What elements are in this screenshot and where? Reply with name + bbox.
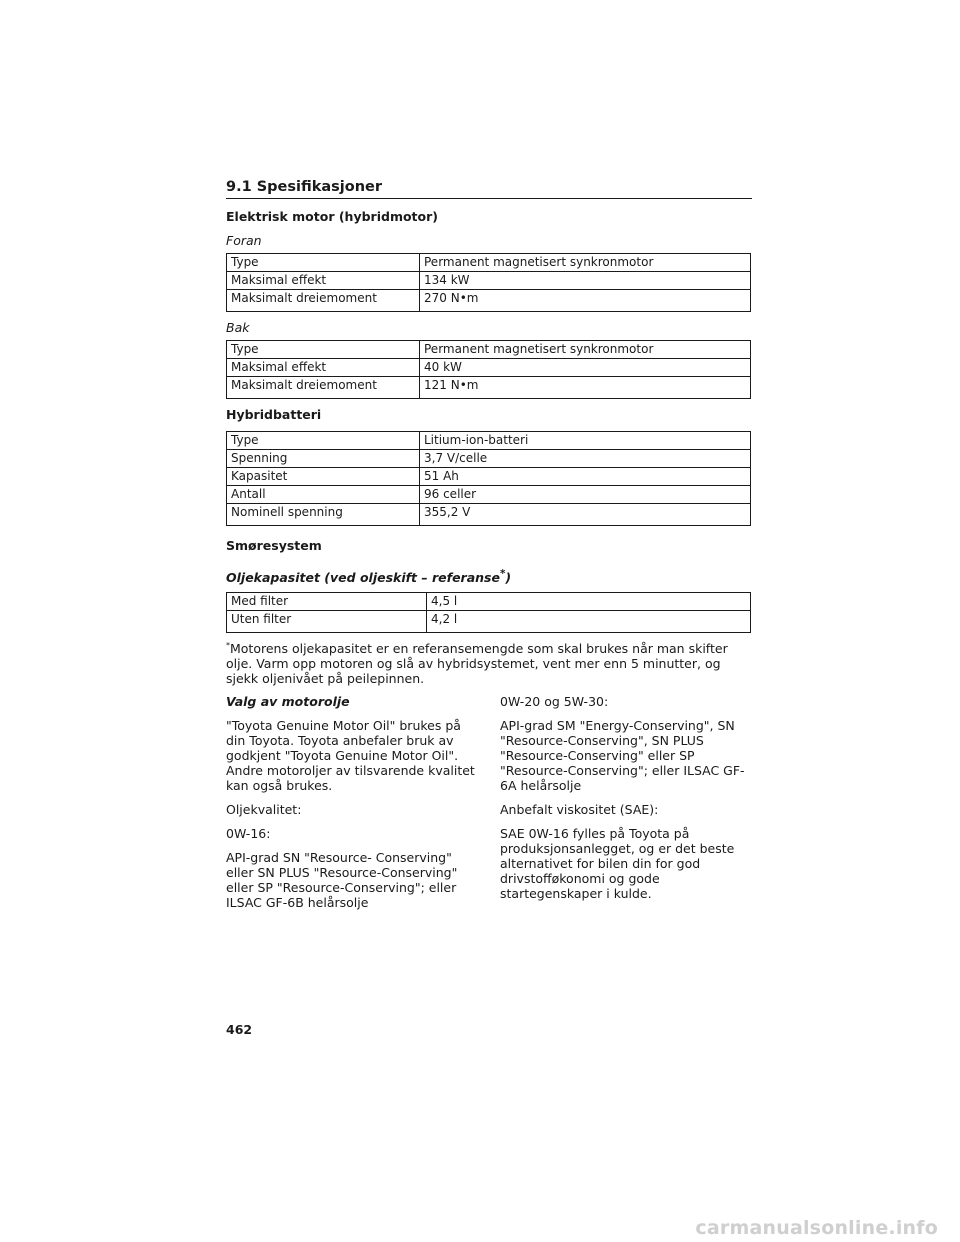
table-row	[227, 468, 751, 486]
rear-motor-table	[226, 340, 751, 399]
lubrication-heading: Smøresystem	[226, 538, 322, 553]
front-label: Foran	[226, 233, 262, 248]
table-row	[227, 377, 751, 399]
spec-value: Litium-ion-batteri	[420, 432, 751, 450]
hybrid-battery-table	[226, 431, 751, 526]
spec-value: 134 kW	[420, 272, 751, 290]
hybrid-battery-heading: Hybridbatteri	[226, 407, 322, 422]
front-motor-table	[226, 253, 751, 312]
spec-key: Antall	[227, 486, 420, 504]
footnote-text: Motorens oljekapasitet er en referansemengde som skal brukes når man skifter olje. Varm opp motoren og slå av hybridsystemet, vent mer enn 5 minutter, og sjekk oljenivået på peilepinnen.	[226, 641, 728, 687]
paragraph: 0W-16:	[226, 826, 271, 842]
spec-key: Spenning	[227, 450, 420, 468]
spec-value: Permanent magnetisert synkronmotor	[420, 254, 751, 272]
paragraph: "Toyota Genuine Motor Oil" brukes på din Toyota. Toyota anbefaler bruk av godkjent "Toyota Genuine Motor Oil". Andre motoroljer av tilsvarende kvalitet kan også brukes.	[226, 718, 475, 794]
spec-value: 51 Ah	[420, 468, 751, 486]
spec-value: Permanent magnetisert synkronmotor	[420, 341, 751, 359]
spec-key: Kapasitet	[227, 468, 420, 486]
spec-key: Maksimalt dreiemoment	[227, 377, 420, 399]
oil-capacity-label	[226, 566, 752, 586]
oil-choice-heading: Valg av motorolje	[226, 694, 350, 710]
spec-value: 96 celler	[420, 486, 751, 504]
spec-key: Med filter	[227, 593, 427, 611]
table-row	[227, 450, 751, 468]
spec-value: 4,5 l	[427, 593, 751, 611]
oil-capacity-label-text: Oljekapasitet (ved oljeskift – referanse	[226, 570, 500, 586]
oil-choice-columns	[226, 694, 752, 919]
paragraph: 0W-20 og 5W-30:	[500, 694, 609, 710]
paragraph: Oljekvalitet:	[226, 802, 302, 818]
rear-label: Bak	[226, 320, 250, 335]
spec-value: 355,2 V	[420, 504, 751, 526]
spec-value: 40 kW	[420, 359, 751, 377]
spec-value: 4,2 l	[427, 611, 751, 633]
watermark: carmanualsonline.info	[695, 1217, 938, 1239]
table-row	[227, 486, 751, 504]
table-row	[227, 359, 751, 377]
manual-page	[226, 178, 752, 919]
table-row	[227, 432, 751, 450]
paragraph: SAE 0W-16 fylles på Toyota på produksjonsanlegget, og er det beste alternativet for bilen din for god drivstofføkonomi og gode startegenskaper i kulde.	[500, 826, 735, 902]
table-row	[227, 290, 751, 312]
spec-value: 3,7 V/celle	[420, 450, 751, 468]
footnote-marker: *	[499, 568, 506, 580]
spec-key: Maksimal effekt	[227, 272, 420, 290]
page-number: 462	[226, 1022, 253, 1037]
spec-key: Maksimalt dreiemoment	[227, 290, 420, 312]
spec-key: Maksimal effekt	[227, 359, 420, 377]
table-row	[227, 254, 751, 272]
table-row	[227, 611, 751, 633]
spec-value: 121 N•m	[420, 377, 751, 399]
table-row	[227, 341, 751, 359]
right-column	[500, 694, 752, 919]
spec-key: Uten filter	[227, 611, 427, 633]
spec-key: Type	[227, 432, 420, 450]
oil-capacity-label-end: )	[505, 570, 512, 586]
table-row	[227, 593, 751, 611]
electric-motor-heading: Elektrisk motor (hybridmotor)	[226, 209, 438, 224]
oil-footnote	[226, 641, 752, 686]
table-row	[227, 504, 751, 526]
paragraph: Anbefalt viskositet (SAE):	[500, 802, 659, 818]
spec-key: Nominell spenning	[227, 504, 420, 526]
paragraph: API-grad SN "Resource- Conserving" eller SN PLUS "Resource-Conserving" eller SP "Resource-Conserving"; eller ILSAC GF-6B helårsolje	[226, 850, 458, 911]
spec-value: 270 N•m	[420, 290, 751, 312]
footnote-marker: *	[226, 641, 230, 650]
left-column	[226, 694, 478, 919]
section-header: 9.1 Spesifikasjoner	[226, 178, 752, 199]
table-row	[227, 272, 751, 290]
spec-key: Type	[227, 254, 420, 272]
paragraph: API-grad SM "Energy-Conserving", SN "Resource-Conserving", SN PLUS "Resource-Conserving" eller SP "Resource-Conserving"; eller ILSAC GF-6A helårsolje	[500, 718, 745, 794]
spec-key: Type	[227, 341, 420, 359]
oil-capacity-table	[226, 592, 751, 633]
